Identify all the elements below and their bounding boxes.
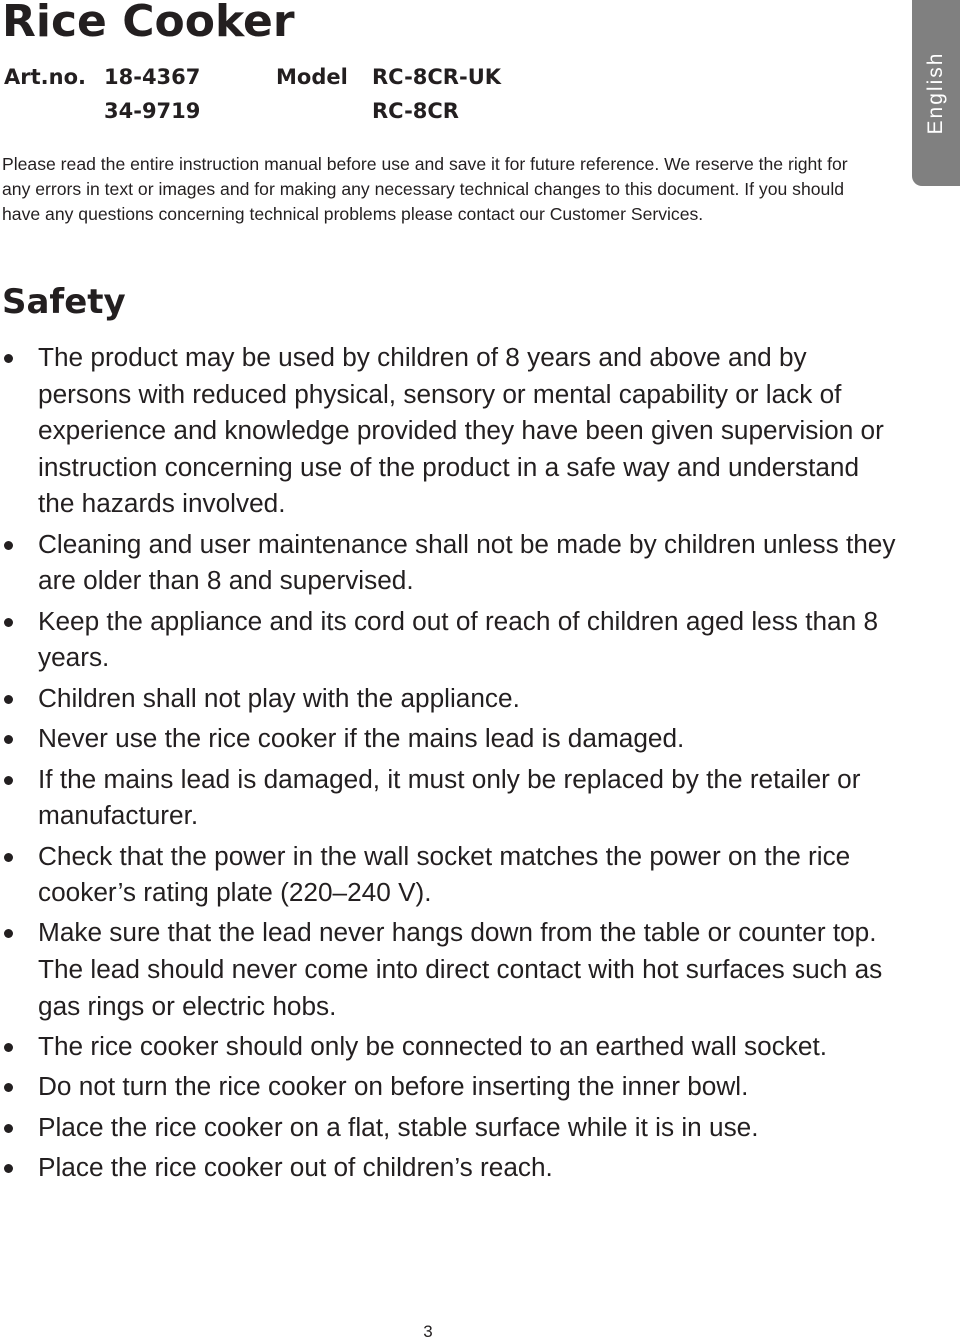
article-number-2: 34-9719: [104, 99, 201, 123]
model-number-2: RC-8CR: [372, 99, 459, 123]
bullet-icon: [4, 735, 13, 744]
page-title: Rice Cooker: [2, 0, 295, 47]
language-tab: [912, 0, 960, 186]
bullet-icon: [4, 1164, 13, 1173]
list-item: [0, 526, 900, 599]
article-row-2: [4, 94, 564, 128]
list-item: [0, 838, 900, 911]
list-item-text: Place the rice cooker out of children’s reach.: [38, 1152, 553, 1183]
list-item-text: Children shall not play with the appliance.: [38, 682, 520, 713]
list-item-text: Cleaning and user maintenance shall not be made by children unless they are older than 8 and supervised.: [38, 528, 896, 596]
list-item: [0, 603, 900, 676]
list-item-text: Do not turn the rice cooker on before inserting the inner bowl.: [38, 1071, 749, 1102]
bullet-icon: [4, 776, 13, 785]
list-item-text: Keep the appliance and its cord out of reach of children aged less than 8 years.: [38, 605, 879, 673]
intro-paragraph: Please read the entire instruction manual before use and save it for future reference. We reserve the right for any errors in text or images and for making any necessary technical changes to this document. If you should have any questions concerning technical problems please contact our Customer Services.: [2, 154, 848, 224]
list-item-text: Place the rice cooker on a flat, stable surface while it is in use.: [38, 1111, 759, 1142]
list-item-text: If the mains lead is damaged, it must only be replaced by the retailer or manufacturer.: [38, 763, 861, 831]
article-label: Art.no.: [4, 65, 86, 89]
list-item-text: The product may be used by children of 8 years and above and by persons with reduced physical, sensory or mental capability or lack of experience and knowledge provided they have been given supervision or instruction concerning use of the product in a safe way and understand the hazards involved.: [38, 342, 884, 519]
article-row-1: [4, 60, 564, 94]
bullet-icon: [4, 695, 13, 704]
page-number: 3: [423, 1322, 433, 1341]
bullet-icon: [4, 853, 13, 862]
list-item: [0, 680, 900, 717]
list-item: [0, 1068, 900, 1105]
bullet-icon: [4, 354, 13, 363]
model-label: Model: [276, 65, 348, 89]
safety-heading: Safety: [2, 282, 126, 322]
language-tab-label: English: [924, 51, 947, 135]
bullet-icon: [4, 929, 13, 938]
article-info: [4, 60, 564, 128]
bullet-icon: [4, 541, 13, 550]
safety-list: [0, 339, 900, 1190]
model-number-1: RC-8CR-UK: [372, 65, 502, 89]
list-item-text: Check that the power in the wall socket matches the power on the rice cooker’s rating plate (220–240 V).: [38, 840, 851, 908]
list-item: [0, 1028, 900, 1065]
list-item: [0, 720, 900, 757]
bullet-icon: [4, 618, 13, 627]
list-item-text: Make sure that the lead never hangs down from the table or counter top. The lead should never come into direct contact with hot surfaces such as gas rings or electric hobs.: [38, 917, 883, 1021]
list-item: [0, 339, 900, 522]
article-number-1: 18-4367: [104, 65, 201, 89]
bullet-icon: [4, 1124, 13, 1133]
list-item: [0, 1109, 900, 1146]
list-item: [0, 1149, 900, 1186]
bullet-icon: [4, 1043, 13, 1052]
list-item-text: Never use the rice cooker if the mains lead is damaged.: [38, 723, 685, 754]
list-item: [0, 914, 900, 1024]
list-item-text: The rice cooker should only be connected to an earthed wall socket.: [38, 1031, 828, 1062]
bullet-icon: [4, 1083, 13, 1092]
list-item: [0, 761, 900, 834]
